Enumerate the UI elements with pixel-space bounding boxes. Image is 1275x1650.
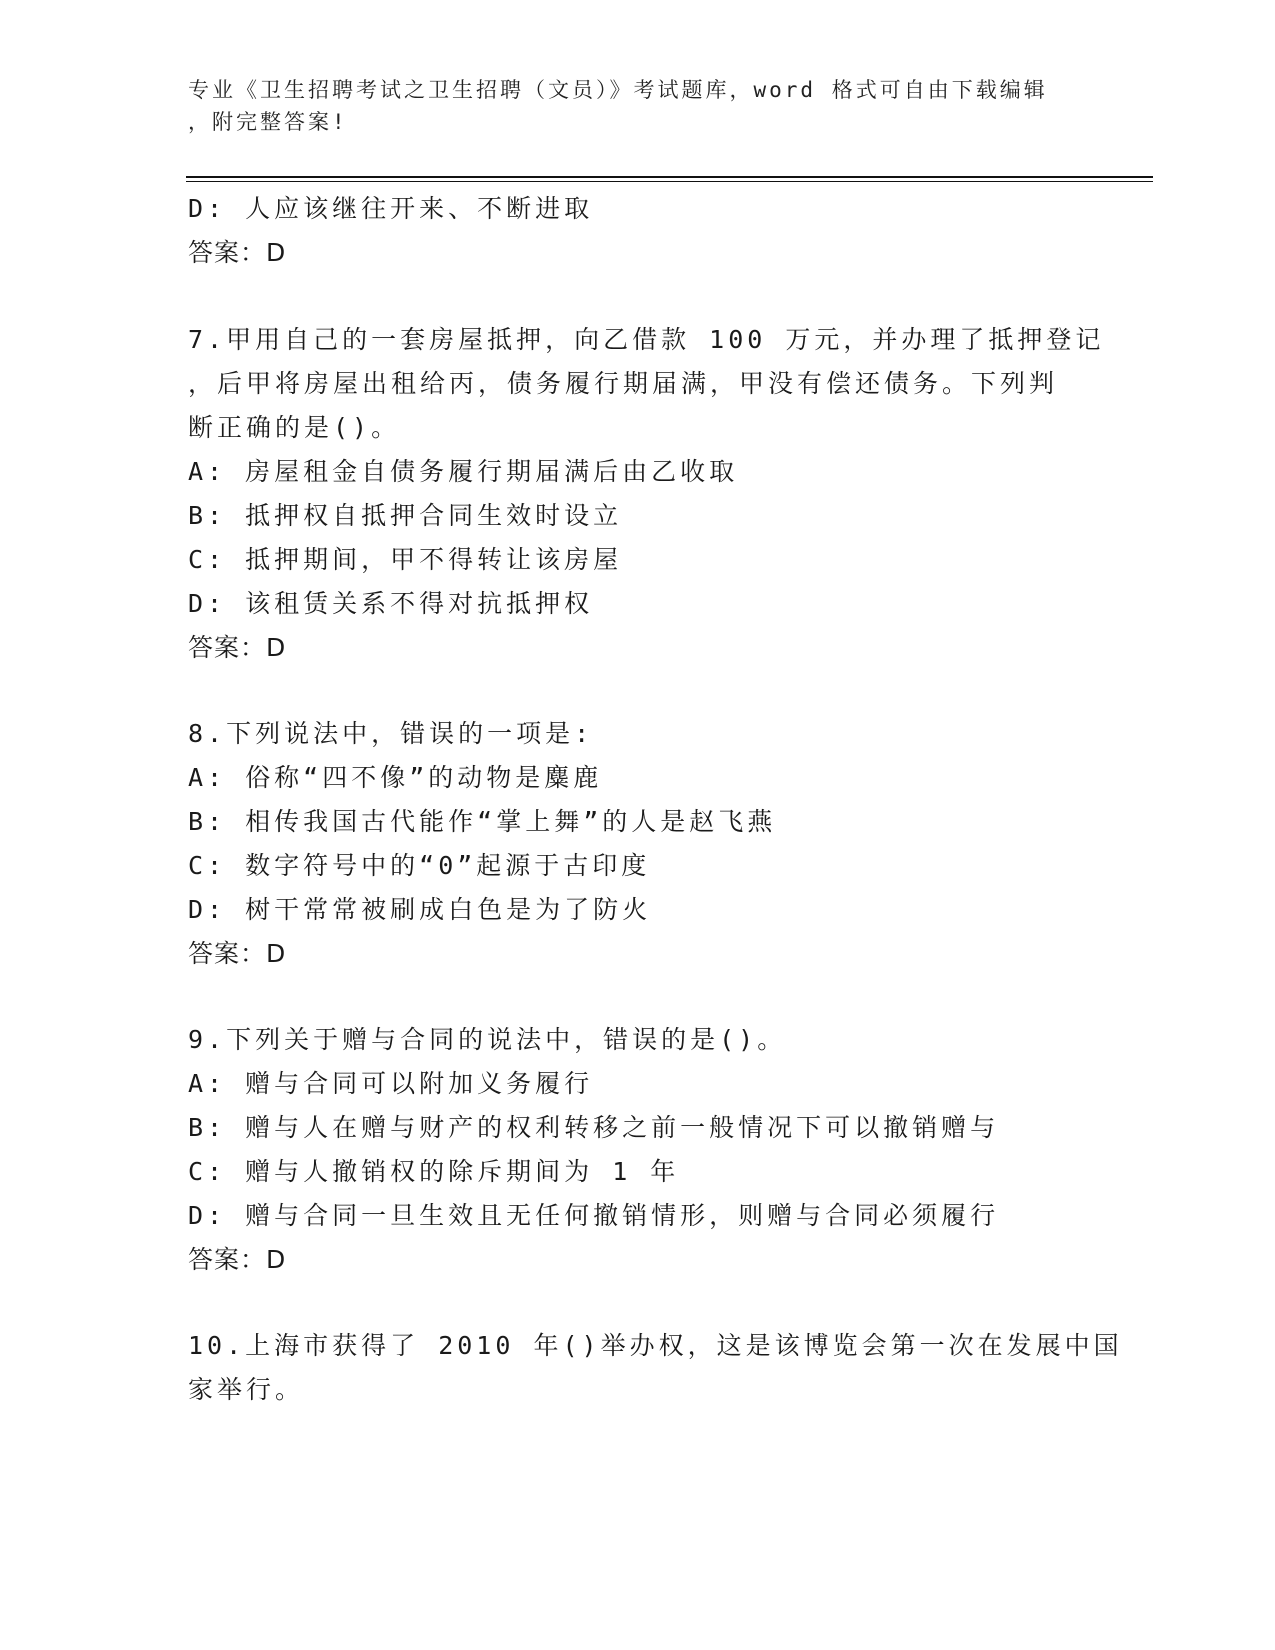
document-header bbox=[188, 74, 1068, 138]
header-line-2: ，附完整答案! bbox=[188, 110, 348, 134]
q7-stem-line-1: 7.甲用自己的一套房屋抵押，向乙借款 100 万元，并办理了抵押登记 bbox=[188, 325, 1105, 354]
q9-stem: 9.下列关于赠与合同的说法中，错误的是()。 bbox=[188, 1025, 787, 1054]
header-divider-thin bbox=[186, 181, 1153, 182]
q9-answer: 答案：D bbox=[188, 1245, 287, 1274]
q7-answer: 答案：D bbox=[188, 633, 287, 662]
q7-option-a: A: 房屋租金自债务履行期届满后由乙收取 bbox=[188, 457, 739, 486]
q8-option-c: C: 数字符号中的“0”起源于古印度 bbox=[188, 851, 651, 880]
q8-option-d: D: 树干常常被刷成白色是为了防火 bbox=[188, 895, 652, 924]
q7-stem-line-3: 断正确的是()。 bbox=[188, 413, 401, 442]
q7-option-c: C: 抵押期间，甲不得转让该房屋 bbox=[188, 545, 623, 574]
q9-option-c: C: 赠与人撤销权的除斥期间为 1 年 bbox=[188, 1157, 680, 1186]
q8-option-a: A: 俗称“四不像”的动物是麋鹿 bbox=[188, 763, 603, 792]
q10-stem-line-2: 家举行。 bbox=[188, 1375, 305, 1404]
q7-option-b: B: 抵押权自抵押合同生效时设立 bbox=[188, 501, 623, 530]
q9-option-a: A: 赠与合同可以附加义务履行 bbox=[188, 1069, 594, 1098]
header-line-1: 专业《卫生招聘考试之卫生招聘（文员）》考试题库，word 格式可自由下载编辑 bbox=[188, 78, 1048, 102]
q8-stem: 8.下列说法中，错误的一项是: bbox=[188, 719, 594, 748]
q7-option-d: D: 该租赁关系不得对抗抵押权 bbox=[188, 589, 594, 618]
prev-option-d: D: 人应该继往开来、不断进取 bbox=[188, 194, 594, 223]
header-divider-thick bbox=[186, 176, 1153, 178]
q8-option-b: B: 相传我国古代能作“掌上舞”的人是赵飞燕 bbox=[188, 807, 777, 836]
q8-answer: 答案：D bbox=[188, 939, 287, 968]
prev-answer: 答案：D bbox=[188, 238, 287, 267]
q10-stem-line-1: 10.上海市获得了 2010 年()举办权，这是该博览会第一次在发展中国 bbox=[188, 1331, 1123, 1360]
q9-option-b: B: 赠与人在赠与财产的权利转移之前一般情况下可以撤销赠与 bbox=[188, 1113, 1000, 1142]
q9-option-d: D: 赠与合同一旦生效且无任何撤销情形，则赠与合同必须履行 bbox=[188, 1201, 1000, 1230]
q7-stem-line-2: ，后甲将房屋出租给丙，债务履行期届满，甲没有偿还债务。下列判 bbox=[188, 369, 1059, 398]
